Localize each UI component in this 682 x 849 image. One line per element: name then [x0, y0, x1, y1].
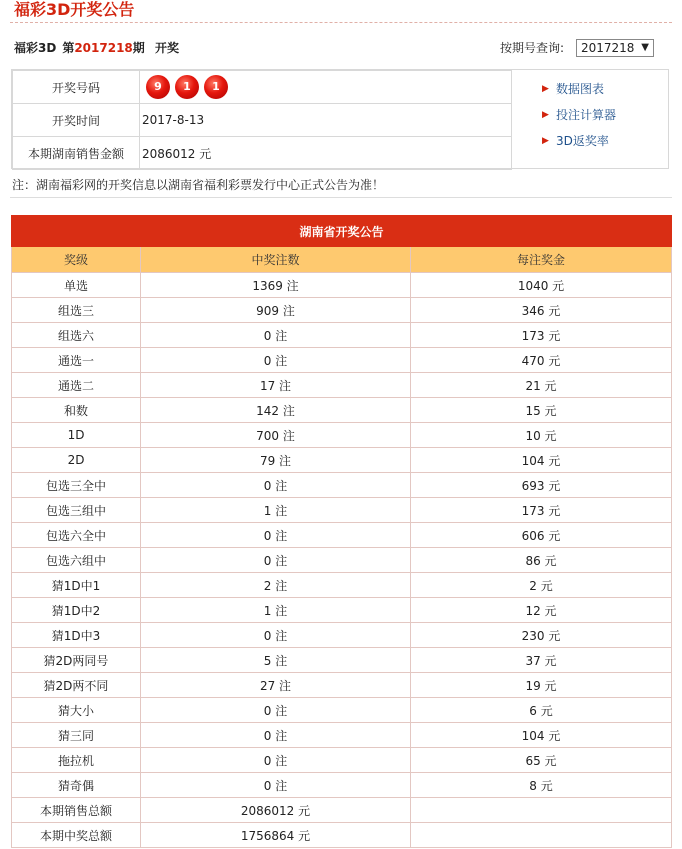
prize-amount: 173 元 [411, 498, 672, 523]
time-row [13, 104, 512, 137]
chevron-down-icon: ▼ [641, 42, 649, 53]
link-label: 3D返奖率 [556, 134, 609, 148]
prize-level: 猜三同 [12, 723, 141, 748]
table-row [12, 398, 672, 423]
winner-count: 0 注 [141, 748, 411, 773]
disclaimer-note: 注：湖南福彩网的开奖信息以湖南省福利彩票发行中心正式公告为准！ [12, 178, 385, 192]
issue-select-value: 2017218 [581, 41, 635, 55]
prize-amount: 104 元 [411, 723, 672, 748]
table-row [12, 273, 672, 298]
table-row [12, 598, 672, 623]
column-header: 每注奖金 [411, 247, 672, 273]
winner-count: 0 注 [141, 773, 411, 798]
table-row [12, 648, 672, 673]
prize-amount: 15 元 [411, 398, 672, 423]
column-header: 奖级 [12, 247, 141, 273]
prize-amount: 86 元 [411, 548, 672, 573]
link-data-charts[interactable] [542, 76, 616, 102]
draw-summary [11, 69, 669, 169]
number-ball: 9 [146, 75, 170, 99]
winner-count: 142 注 [141, 398, 411, 423]
winner-count: 1 注 [141, 598, 411, 623]
table-row [12, 698, 672, 723]
link-bet-calculator[interactable] [542, 102, 616, 128]
issue-prefix: 第 [62, 41, 75, 55]
triangle-right-icon: ▶ [542, 84, 549, 94]
prize-amount: 21 元 [411, 373, 672, 398]
issue-suffix: 期 [132, 41, 145, 55]
numbers-row [13, 71, 512, 104]
number-ball: 1 [204, 75, 228, 99]
table-row [12, 623, 672, 648]
prize-level: 猜奇偶 [12, 773, 141, 798]
prize-amount: 19 元 [411, 673, 672, 698]
total-prize-label: 本期中奖总额 [12, 823, 141, 848]
winner-count: 0 注 [141, 323, 411, 348]
table-row [12, 348, 672, 373]
summary-table [12, 70, 512, 170]
prize-level: 猜1D中2 [12, 598, 141, 623]
winner-count: 1 注 [141, 498, 411, 523]
prize-level: 猜大小 [12, 698, 141, 723]
prize-level: 拖拉机 [12, 748, 141, 773]
table-row [12, 748, 672, 773]
table-row [12, 498, 672, 523]
prize-level: 通选二 [12, 373, 141, 398]
prize-amount: 65 元 [411, 748, 672, 773]
prize-level: 包选六组中 [12, 548, 141, 573]
prize-table [11, 215, 672, 848]
issue-query [500, 39, 654, 57]
table-row [12, 573, 672, 598]
query-label: 按期号查询: [499, 41, 564, 55]
table-row [12, 373, 672, 398]
winner-count: 0 注 [141, 623, 411, 648]
prize-amount: 12 元 [411, 598, 672, 623]
winner-count: 0 注 [141, 523, 411, 548]
prize-level: 单选 [12, 273, 141, 298]
total-sales-label: 本期销售总额 [12, 798, 141, 823]
total-prize-row [12, 823, 672, 848]
issue-info-bar [14, 39, 668, 59]
prize-level: 包选六全中 [12, 523, 141, 548]
prize-amount: 173 元 [411, 323, 672, 348]
winner-count: 0 注 [141, 473, 411, 498]
winner-count: 0 注 [141, 548, 411, 573]
prize-level: 和数 [12, 398, 141, 423]
winner-count: 0 注 [141, 348, 411, 373]
prize-level: 组选六 [12, 323, 141, 348]
column-header: 中奖注数 [141, 247, 411, 273]
prize-level: 1D [12, 423, 141, 448]
quick-links [542, 76, 616, 154]
prize-amount: 6 元 [411, 698, 672, 723]
winner-count: 17 注 [141, 373, 411, 398]
winner-count: 700 注 [141, 423, 411, 448]
prize-amount: 230 元 [411, 623, 672, 648]
empty-cell [411, 823, 672, 848]
prize-amount: 37 元 [411, 648, 672, 673]
draw-time: 2017-8-13 [140, 104, 512, 137]
link-label: 数据图表 [556, 82, 605, 96]
issue-number: 2017218 [74, 41, 133, 55]
empty-cell [411, 798, 672, 823]
numbers-label: 开奖号码 [13, 71, 140, 104]
sales-label: 本期湖南销售金额 [13, 137, 140, 170]
winner-count: 0 注 [141, 698, 411, 723]
prize-level: 通选一 [12, 348, 141, 373]
prize-amount: 8 元 [411, 773, 672, 798]
table-row [12, 323, 672, 348]
table-row [12, 773, 672, 798]
table-row [12, 448, 672, 473]
winner-count: 27 注 [141, 673, 411, 698]
prize-level: 猜2D两不同 [12, 673, 141, 698]
prize-amount: 346 元 [411, 298, 672, 323]
page-title: 福彩3D开奖公告 [14, 0, 135, 19]
table-row [12, 298, 672, 323]
winner-count: 0 注 [141, 723, 411, 748]
game-name: 福彩3D [14, 41, 57, 55]
number-ball: 1 [175, 75, 199, 99]
prize-table-header [12, 247, 672, 273]
table-row [12, 673, 672, 698]
prize-amount: 10 元 [411, 423, 672, 448]
sales-amount: 2086012 元 [140, 137, 512, 170]
issue-select[interactable] [576, 39, 654, 57]
time-label: 开奖时间 [13, 104, 140, 137]
total-sales-row [12, 798, 672, 823]
prize-level: 猜2D两同号 [12, 648, 141, 673]
sales-row [13, 137, 512, 170]
prize-level: 猜1D中3 [12, 623, 141, 648]
note-divider [10, 197, 672, 198]
winner-count: 2 注 [141, 573, 411, 598]
winning-numbers [140, 71, 512, 104]
prize-table-title: 湖南省开奖公告 [12, 216, 672, 247]
link-label: 投注计算器 [556, 108, 617, 122]
prize-amount: 693 元 [411, 473, 672, 498]
title-divider [10, 22, 672, 23]
link-return-rate[interactable] [542, 128, 616, 154]
prize-level: 组选三 [12, 298, 141, 323]
prize-level: 包选三全中 [12, 473, 141, 498]
winner-count: 5 注 [141, 648, 411, 673]
table-row [12, 723, 672, 748]
winner-count: 909 注 [141, 298, 411, 323]
prize-level: 猜1D中1 [12, 573, 141, 598]
table-row [12, 548, 672, 573]
winner-count: 79 注 [141, 448, 411, 473]
prize-level: 包选三组中 [12, 498, 141, 523]
total-sales-value: 2086012 元 [141, 798, 411, 823]
triangle-right-icon: ▶ [542, 136, 549, 146]
table-row [12, 523, 672, 548]
prize-amount: 470 元 [411, 348, 672, 373]
prize-amount: 104 元 [411, 448, 672, 473]
total-prize-value: 1756864 元 [141, 823, 411, 848]
table-row [12, 473, 672, 498]
prize-table-title-row [12, 216, 672, 247]
prize-amount: 606 元 [411, 523, 672, 548]
prize-level: 2D [12, 448, 141, 473]
issue-heading [14, 39, 185, 57]
draw-label: 开奖 [154, 41, 179, 55]
table-row [12, 423, 672, 448]
prize-table-body [12, 273, 672, 848]
triangle-right-icon: ▶ [542, 110, 549, 120]
winner-count: 1369 注 [141, 273, 411, 298]
prize-amount: 1040 元 [411, 273, 672, 298]
prize-amount: 2 元 [411, 573, 672, 598]
